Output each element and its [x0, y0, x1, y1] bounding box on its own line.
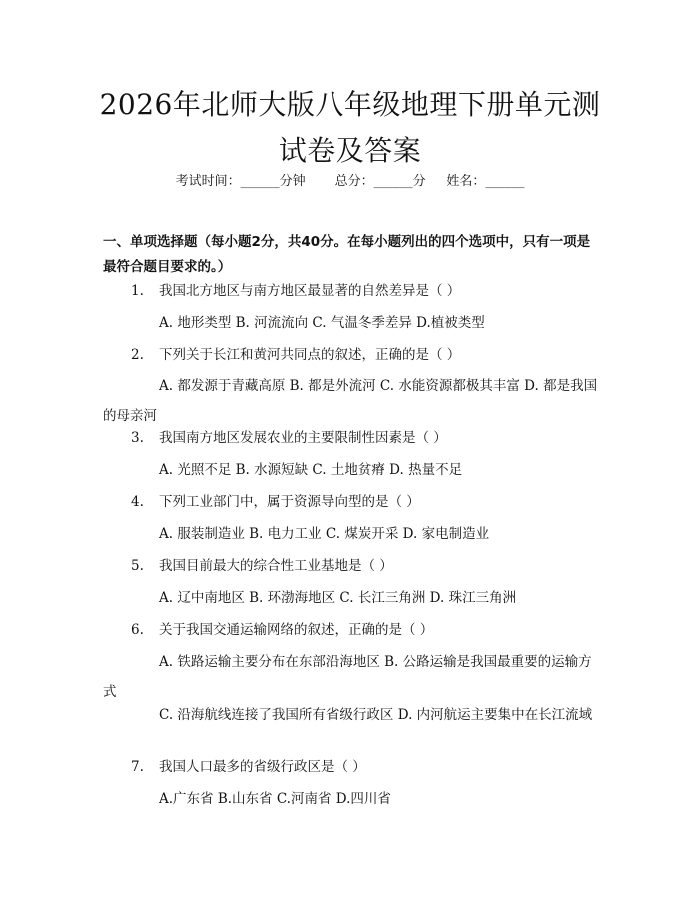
- question-number: 3.: [131, 430, 144, 446]
- exam-meta-line: [0, 170, 700, 189]
- question-text: 下列工业部门中，属于资源导向型的是（ ）: [159, 494, 420, 510]
- question-text: 我国人口最多的省级行政区是（ ）: [159, 759, 366, 775]
- question-number: 2.: [131, 347, 144, 363]
- question-text: 我国目前最大的综合性工业基地是（ ）: [159, 558, 393, 574]
- student-name-field: 姓名：______: [446, 174, 525, 189]
- question-7: [103, 752, 603, 782]
- question-3: [103, 423, 603, 453]
- exam-time-field: 考试时间：______分钟: [175, 174, 306, 189]
- question-text: 下列关于长江和黄河共同点的叙述，正确的是（ ）: [159, 347, 461, 363]
- document-title: 2026年北师大版八年级地理下册单元测试卷及答案: [99, 88, 601, 167]
- question-5: [103, 551, 603, 581]
- question-6: [103, 615, 603, 645]
- question-7-options: A.广东省 B.山东省 C.河南省 D.四川省: [159, 791, 391, 807]
- question-number: 1.: [131, 283, 144, 299]
- question-text: 我国南方地区发展农业的主要限制性因素是（ ）: [159, 430, 447, 446]
- question-6-options-c-d: C. 沿海航线连接了我国所有省级行政区 D. 内河航运主要集中在长江流域: [159, 707, 593, 723]
- question-3-options: A. 光照不足 B. 水源短缺 C. 土地贫瘠 D. 热量不足: [159, 462, 463, 478]
- question-number: 6.: [131, 622, 144, 638]
- question-1: [103, 276, 603, 306]
- question-number: 7.: [131, 759, 144, 775]
- question-text: 我国北方地区与南方地区最显著的自然差异是（ ）: [159, 283, 461, 299]
- section-heading: 一、单项选择题（每小题2分，共40分。在每小题列出的四个选项中，只有一项是最符合题目要求的。）: [103, 234, 591, 275]
- question-6-options-a-b: A. 铁路运输主要分布在东部沿海地区 B. 公路运输是我国最重要的运输方式: [103, 654, 592, 700]
- total-score-field: 总分：______分: [334, 174, 426, 189]
- question-4-options: A. 服装制造业 B. 电力工业 C. 煤炭开采 D. 家电制造业: [159, 526, 490, 542]
- question-text: 关于我国交通运输网络的叙述，正确的是（ ）: [159, 622, 434, 638]
- question-1-options: A. 地形类型 B. 河流流向 C. 气温冬季差异 D.植被类型: [159, 315, 485, 331]
- question-number: 4.: [131, 494, 144, 510]
- question-4: [103, 487, 603, 517]
- question-number: 5.: [131, 558, 144, 574]
- question-5-options: A. 辽中南地区 B. 环渤海地区 C. 长江三角洲 D. 珠江三角洲: [159, 590, 517, 606]
- question-2: [103, 340, 603, 370]
- question-2-options: A. 都发源于青藏高原 B. 都是外流河 C. 水能资源都极其丰富 D. 都是我国的母亲河: [103, 378, 598, 424]
